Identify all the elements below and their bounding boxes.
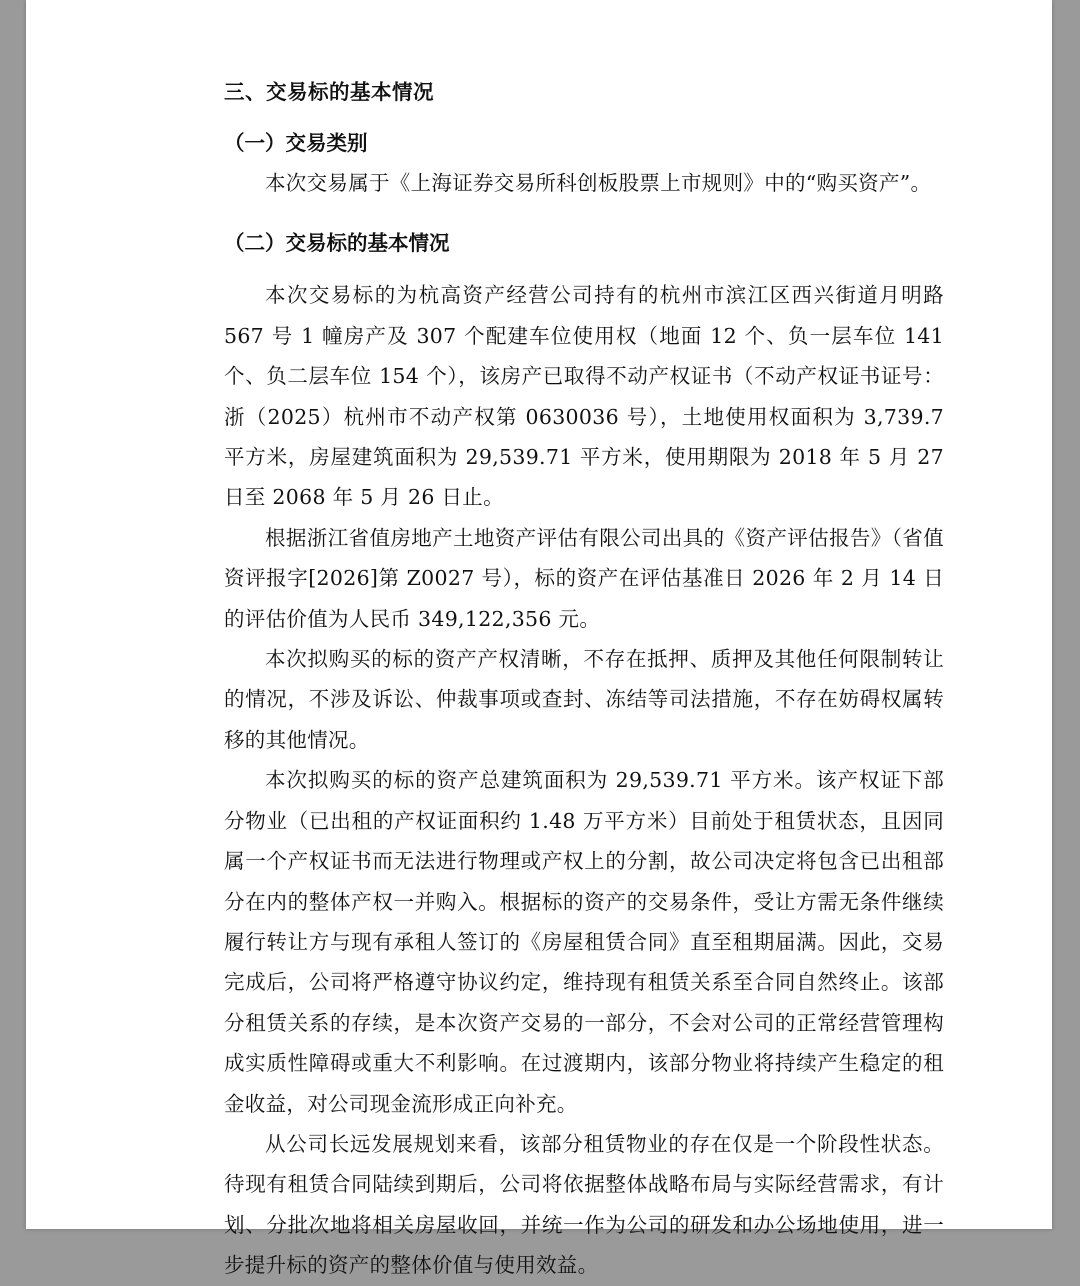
paragraph-long-term-plan: 从公司长远发展规划来看，该部分租赁物业的存在仅是一个阶段性状态。待现有租赁合同陆续到期后，公司将依据整体战略布局与实际经营需求，有计划、分批次地将相关房屋收回，并统一作为公司的研发和办公场地使用，进一步提升标的资产的整体价值与使用效益。 bbox=[224, 1131, 944, 1278]
paragraph-valuation: 根据浙江省值房地产土地资产评估有限公司出具的《资产评估报告》（省值资评报字[2026]第 Z0027 号），标的资产在评估基准日 2026 年 2 月 14 日的评估价值为人民币 349,122,356 元。 bbox=[224, 525, 944, 631]
paragraph-property-details: 本次交易标的为杭高资产经营公司持有的杭州市滨江区西兴街道月明路 567 号 1 幢房产及 307 个配建车位使用权（地面 12 个、负一层车位 141 个、负二层车位 154 个），该房产已取得不动产权证书（不动产权证书证号：浙（2025）杭州市不动产权第 0630036 号），土地使用权面积为 3,739.7 平方米，房屋建筑面积为 29,539.71 平方米，使用期限为 2018 年 5 月 27 日至 2068 年 5 月 26 日止。 bbox=[224, 283, 944, 510]
viewer-left-margin bbox=[0, 0, 26, 1229]
section-heading: 三、交易标的基本情况 bbox=[224, 80, 434, 104]
subsection-heading-trade-category: （一）交易类别 bbox=[224, 131, 368, 155]
paragraph-trade-category: 本次交易属于《上海证券交易所科创板股票上市规则》中的“购买资产”。 bbox=[265, 171, 932, 195]
paragraph-lease-status: 本次拟购买的标的资产总建筑面积为 29,539.71 平方米。该产权证下部分物业（已出租的产权证面积约 1.48 万平方米）目前处于租赁状态，且因同属一个产权证书而无法进行物理或产权上的分割，故公司决定将包含已出租部分在内的整体产权一并购入。根据标的资产的交易条件，受让方需无条件继续履行转让方与现有承租人签订的《房屋租赁合同》直至租期届满。因此，交易完成后，公司将严格遵守协议约定，维持现有租赁关系至合同自然终止。该部分租赁关系的存续，是本次资产交易的一部分，不会对公司的正常经营管理构成实质性障碍或重大不利影响。在过渡期内，该部分物业将持续产生稳定的租金收益，对公司现金流形成正向补充。 bbox=[224, 768, 944, 1116]
paragraph-ownership-clear: 本次拟购买的标的资产产权清晰，不存在抵押、质押及其他任何限制转让的情况，不涉及诉讼、仲裁事项或查封、冻结等司法措施，不存在妨碍权属转移的其他情况。 bbox=[224, 647, 944, 752]
document-page[interactable] bbox=[26, 0, 1052, 1278]
subsection-heading-basic-info: （二）交易标的基本情况 bbox=[224, 231, 450, 256]
viewer-right-margin bbox=[1052, 0, 1080, 1229]
document-content bbox=[224, 72, 944, 1286]
